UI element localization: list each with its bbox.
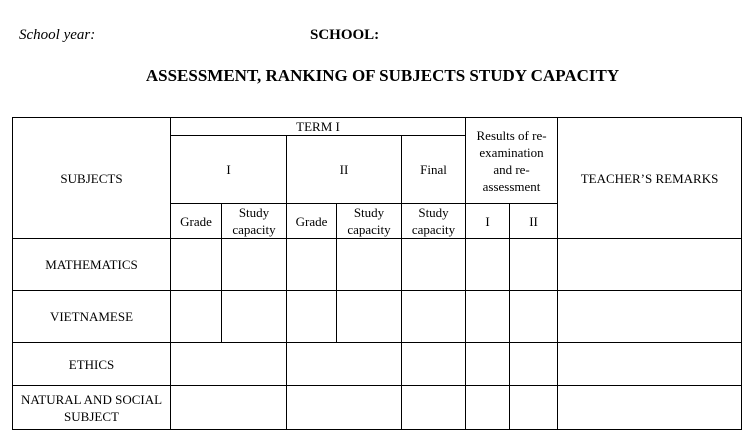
reexam-cell[interactable]	[466, 343, 510, 386]
remarks-cell[interactable]	[558, 239, 742, 291]
grade-cell[interactable]	[287, 239, 337, 291]
reexam-1-header: I	[466, 204, 510, 239]
reexam-cell[interactable]	[510, 291, 558, 343]
reexam-cell[interactable]	[466, 386, 510, 430]
grade-cell[interactable]	[171, 239, 222, 291]
page-title: ASSESSMENT, RANKING OF SUBJECTS STUDY CAPACITY	[145, 66, 620, 85]
reexam-cell[interactable]	[510, 239, 558, 291]
table-row	[13, 343, 742, 386]
reexam-2-header: II	[510, 204, 558, 239]
remarks-cell[interactable]	[558, 291, 742, 343]
final-cell[interactable]	[402, 291, 466, 343]
reexam-cell[interactable]	[466, 291, 510, 343]
table-row	[13, 291, 742, 343]
subject-name: ETHICS	[13, 343, 171, 386]
table-row	[13, 239, 742, 291]
final-cell[interactable]	[402, 343, 466, 386]
final-cell[interactable]	[402, 386, 466, 430]
remarks-cell[interactable]	[558, 386, 742, 430]
study-capacity-cell[interactable]	[337, 239, 402, 291]
study-capacity-cell[interactable]	[222, 291, 287, 343]
header-row-1	[13, 118, 742, 136]
reexam-cell[interactable]	[510, 386, 558, 430]
final-header: Final	[402, 136, 466, 204]
period-1-cell[interactable]	[171, 343, 287, 386]
term-header: TERM I	[171, 118, 466, 136]
reexam-cell[interactable]	[510, 343, 558, 386]
grade-header-2: Grade	[287, 204, 337, 239]
results-header: Results of re-examination and re-assessment	[466, 118, 558, 204]
remarks-cell[interactable]	[558, 343, 742, 386]
period-2-header: II	[287, 136, 402, 204]
school-year-label: School year:	[19, 27, 96, 43]
study-capacity-cell[interactable]	[222, 239, 287, 291]
grade-cell[interactable]	[287, 291, 337, 343]
school-label: SCHOOL:	[310, 27, 380, 43]
final-cell[interactable]	[402, 239, 466, 291]
reexam-cell[interactable]	[466, 239, 510, 291]
table-row	[13, 386, 742, 430]
period-1-header: I	[171, 136, 287, 204]
assessment-table	[12, 117, 742, 430]
subject-name: NATURAL AND SOCIAL SUBJECT	[13, 386, 171, 430]
period-2-cell[interactable]	[287, 386, 402, 430]
study-capacity-header-1: Study capacity	[222, 204, 287, 239]
subject-name: VIETNAMESE	[13, 291, 171, 343]
teacher-remarks-header: TEACHER’S REMARKS	[558, 118, 742, 239]
study-capacity-header-final: Study capacity	[402, 204, 466, 239]
grade-cell[interactable]	[171, 291, 222, 343]
subject-name: MATHEMATICS	[13, 239, 171, 291]
period-1-cell[interactable]	[171, 386, 287, 430]
grade-header-1: Grade	[171, 204, 222, 239]
study-capacity-cell[interactable]	[337, 291, 402, 343]
subjects-header: SUBJECTS	[13, 118, 171, 239]
study-capacity-header-2: Study capacity	[337, 204, 402, 239]
period-2-cell[interactable]	[287, 343, 402, 386]
